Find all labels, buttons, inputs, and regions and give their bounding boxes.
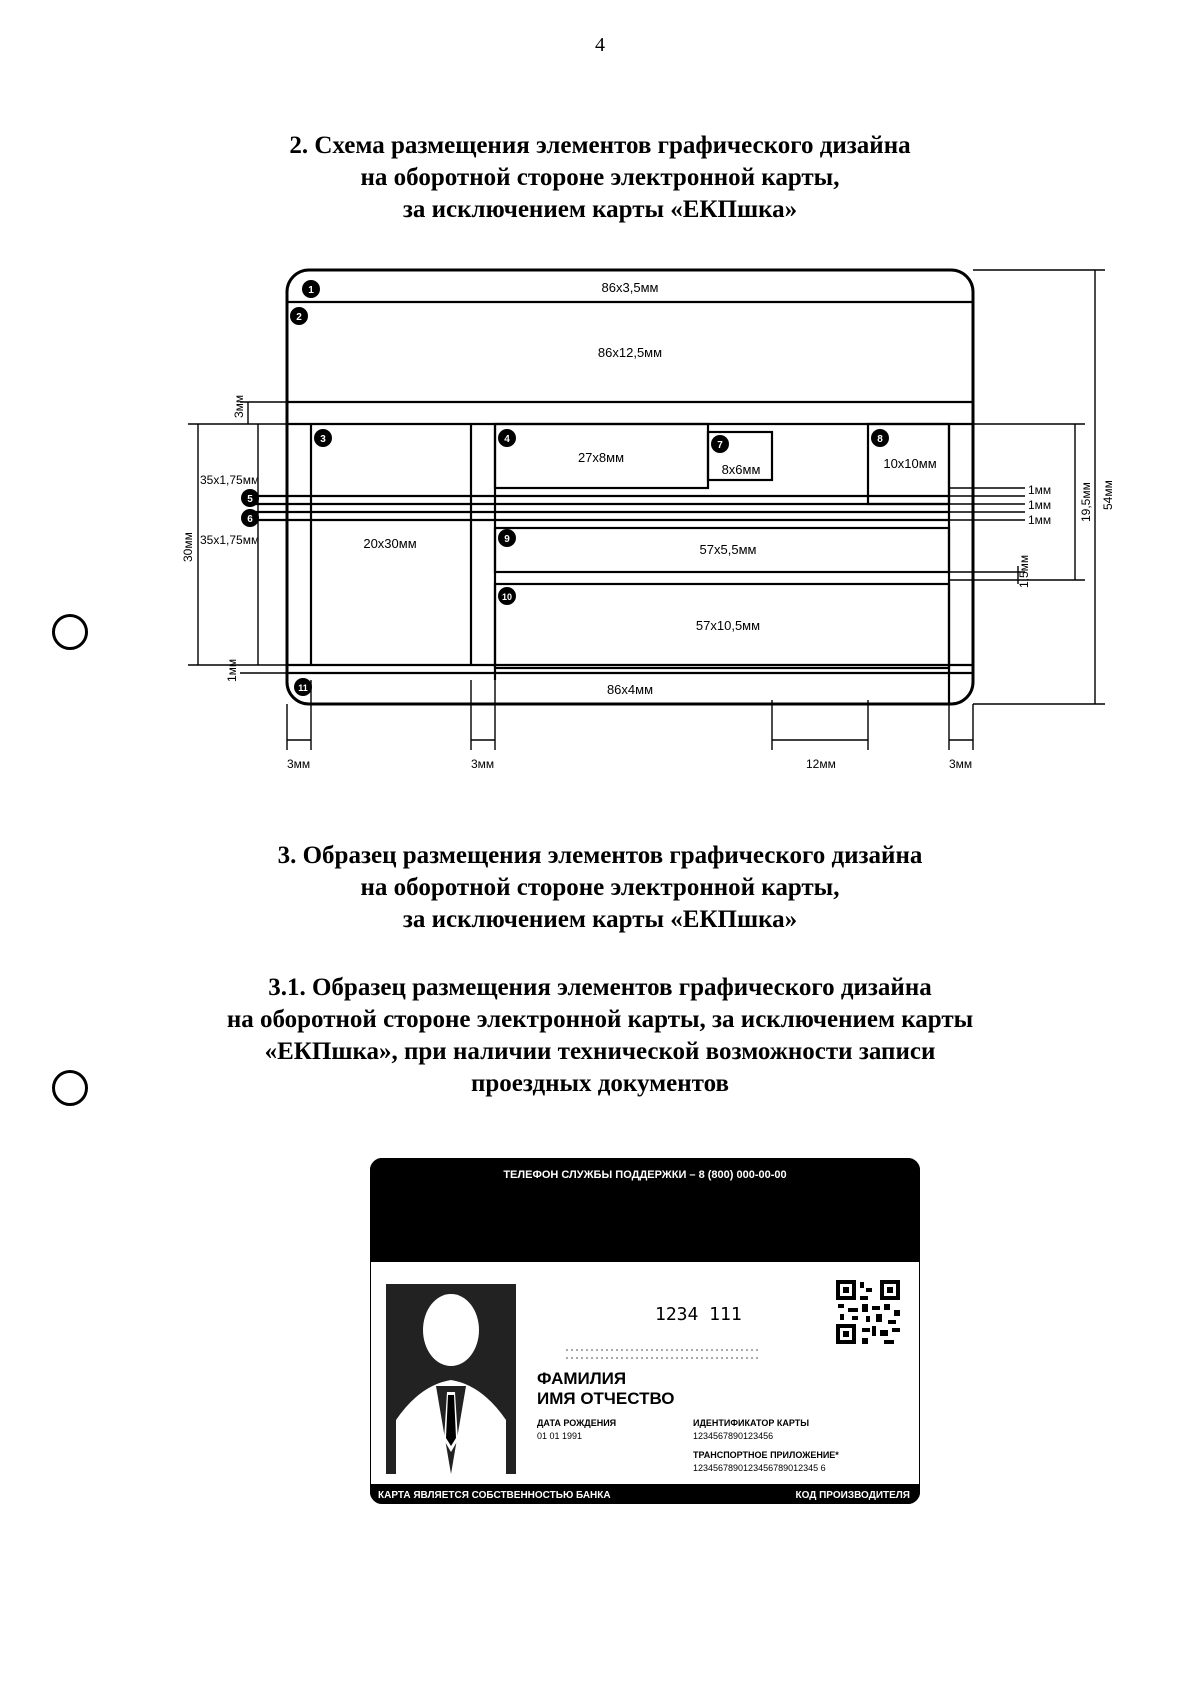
heading-line: за исключением карты «ЕКПшка» — [402, 906, 798, 933]
zone-8-label: 10x10мм — [883, 456, 937, 471]
card-id-value: 1234567890123456 — [693, 1431, 774, 1441]
heading-line: 2. Схема размещения элементов графического дизайна — [289, 132, 911, 159]
marker-5: 5 — [247, 494, 253, 505]
page-number: 4 — [595, 34, 605, 56]
qr-code — [836, 1280, 900, 1344]
dim-right-1mm-a: 1мм — [1028, 483, 1052, 497]
marker-2: 2 — [296, 312, 302, 323]
zone-2-label: 86x12,5мм — [597, 345, 663, 360]
signature-number: 1234 111 — [655, 1304, 742, 1325]
heading-line: за исключением карты «ЕКПшка» — [402, 196, 798, 223]
dim-right-1-5mm: 1,5мм — [1017, 554, 1031, 588]
dim-left-35a: 35x1,75мм — [200, 473, 260, 487]
dim-bottom-3mm-b: 3мм — [471, 757, 495, 771]
dim-left-35b: 35x1,75мм — [200, 533, 260, 547]
footer-bank-ownership: КАРТА ЯВЛЯЕТСЯ СОБСТВЕННОСТЬЮ БАНКА — [378, 1490, 611, 1501]
support-phone: ТЕЛЕФОН СЛУЖБЫ ПОДДЕРЖКИ – 8 (800) 000-00-00 — [503, 1169, 787, 1181]
transport-app-value: 1234567890123456789012345 6 — [693, 1463, 826, 1473]
holder-name: ИМЯ ОТЧЕСТВО — [537, 1389, 675, 1408]
holder-surname: ФАМИЛИЯ — [537, 1369, 627, 1388]
marker-4: 4 — [504, 434, 510, 445]
zone-7-label: 8x6мм — [721, 462, 761, 477]
zone-11-label: 86x4мм — [606, 682, 654, 697]
heading-line: на оборотной стороне электронной карты, — [360, 874, 840, 901]
heading-line: 3.1. Образец размещения элементов графического дизайна — [268, 974, 932, 1001]
zone-4-label: 27x8мм — [577, 450, 625, 465]
card-id-label: ИДЕНТИФИКАТОР КАРТЫ — [693, 1418, 810, 1428]
marker-8: 8 — [877, 434, 883, 445]
marker-1: 1 — [308, 285, 314, 296]
zone-9-label: 57x5,5мм — [699, 542, 757, 557]
marker-7: 7 — [717, 440, 723, 451]
birth-date-label: ДАТА РОЖДЕНИЯ — [537, 1418, 617, 1428]
birth-date-value: 01 01 1991 — [537, 1431, 583, 1441]
dim-bottom-12mm: 12мм — [806, 757, 836, 771]
footer-manufacturer-code: КОД ПРОИЗВОДИТЕЛЯ — [795, 1490, 910, 1501]
marker-6: 6 — [247, 514, 253, 525]
heading-line: «ЕКПшка», при наличии технической возможности записи — [264, 1038, 936, 1065]
dim-left-3mm: 3мм — [232, 394, 246, 418]
dim-left-30mm: 30мм — [181, 532, 195, 562]
dim-right-1mm-c: 1мм — [1028, 513, 1052, 527]
heading-line: на оборотной стороне электронной карты, за исключением карты — [226, 1006, 974, 1033]
zone-3-label: 20x30мм — [363, 536, 417, 551]
dim-left-1mm: 1мм — [225, 658, 239, 682]
dim-bottom-3mm-a: 3мм — [287, 757, 311, 771]
dim-right-19-5mm: 19,5мм — [1079, 482, 1093, 522]
marker-11: 11 — [298, 683, 308, 693]
zone-10-label: 57x10,5мм — [695, 618, 761, 633]
holder-photo — [386, 1284, 516, 1474]
zone-1-label: 86x3,5мм — [601, 280, 659, 295]
dim-bottom-3mm-c: 3мм — [949, 757, 973, 771]
marker-3: 3 — [320, 434, 326, 445]
dim-right-54mm: 54мм — [1101, 480, 1115, 510]
dim-right-1mm-b: 1мм — [1028, 498, 1052, 512]
heading-line: 3. Образец размещения элементов графического дизайна — [277, 842, 923, 869]
heading-line: проездных документов — [470, 1070, 730, 1097]
marker-10: 10 — [501, 592, 513, 602]
heading-line: на оборотной стороне электронной карты, — [360, 164, 840, 191]
transport-app-label: ТРАНСПОРТНОЕ ПРИЛОЖЕНИЕ* — [693, 1450, 839, 1460]
marker-9: 9 — [504, 534, 510, 545]
